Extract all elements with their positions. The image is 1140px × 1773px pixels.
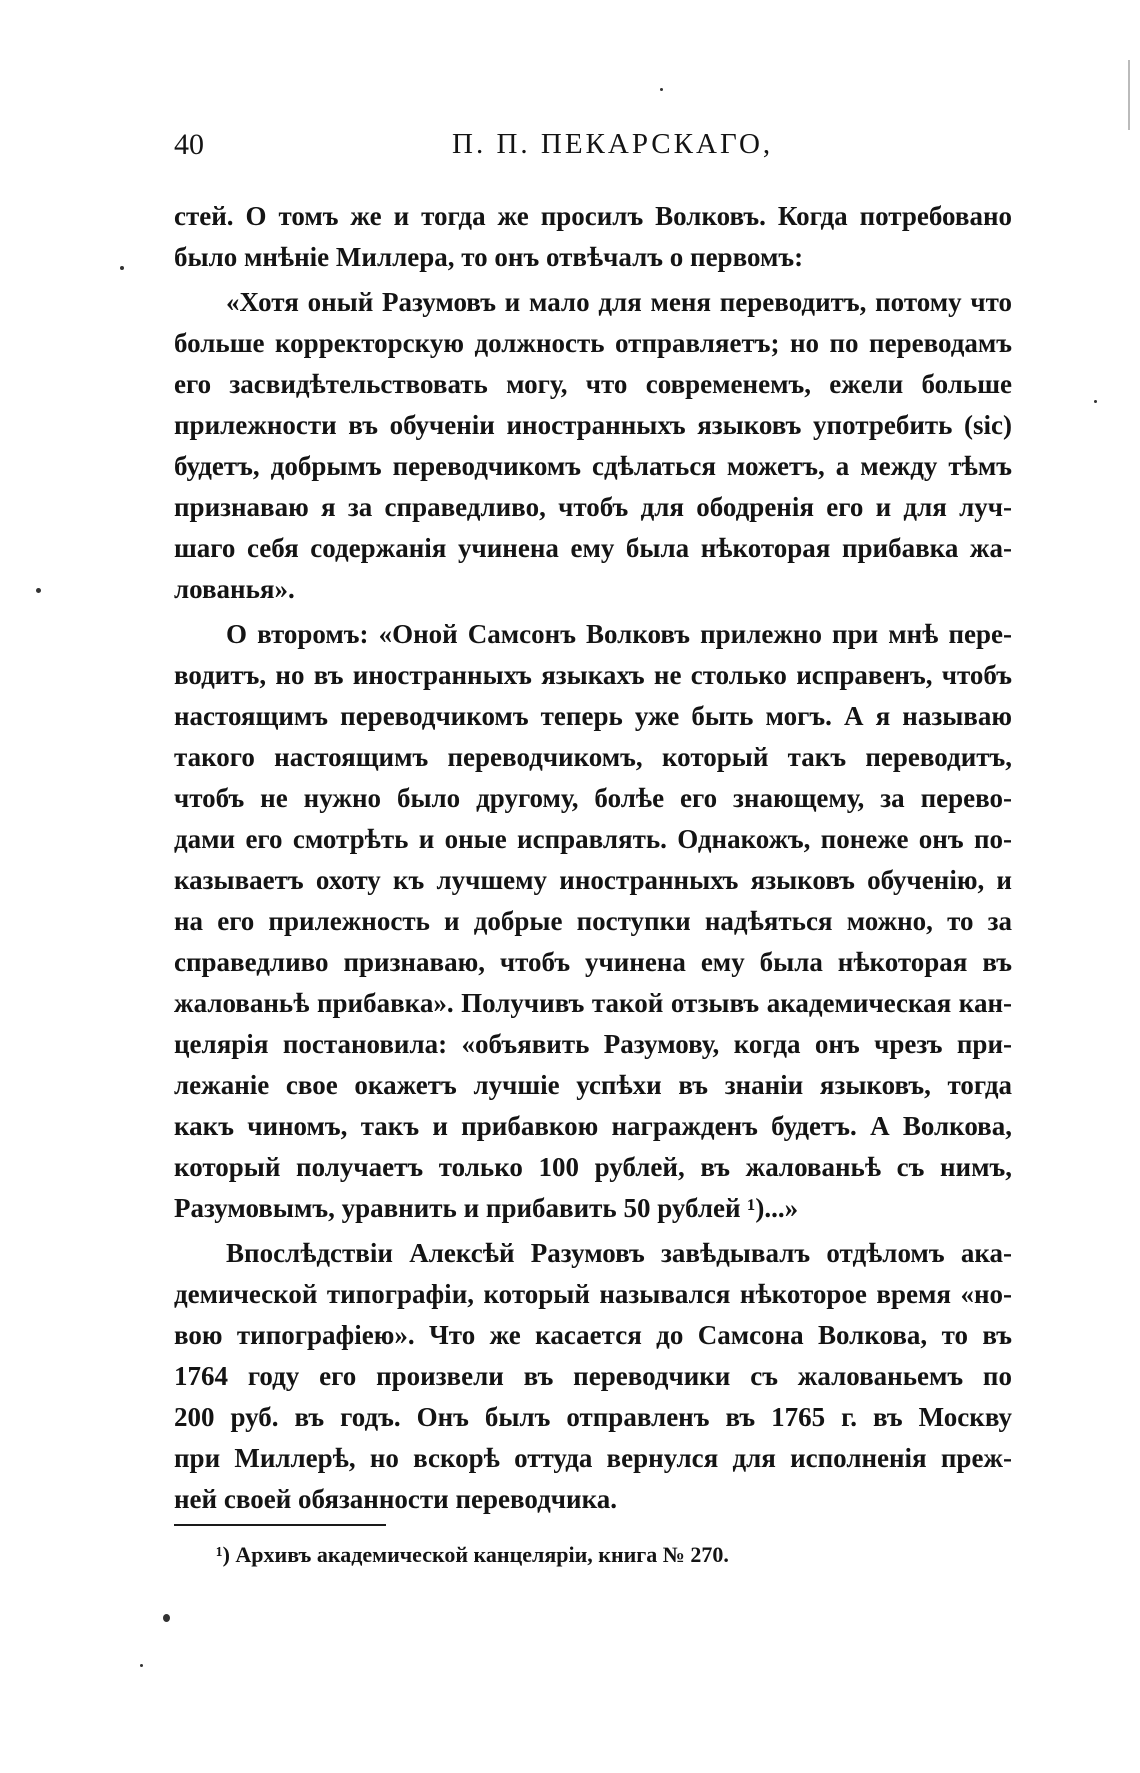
- text-line: ней своей обязанности переводчика.: [174, 1484, 617, 1514]
- text-line: на его прилежность и добрые поступки надѣяться можно, то за: [174, 906, 1012, 936]
- text-line: Разумовымъ, уравнить и прибавить 50 рублей ¹)...»: [174, 1193, 799, 1223]
- scan-speck: [140, 1664, 143, 1667]
- text-line: целярія постановила: «объявить Разумову, когда онъ чрезъ при-: [174, 1029, 1012, 1059]
- scan-speck: [120, 266, 124, 270]
- body-text: [174, 196, 1012, 1520]
- text-line: стей. О томъ же и тогда же просилъ Волковъ. Когда потребовано: [174, 201, 1012, 231]
- text-line: его засвидѣтельствовать могу, что современемъ, ежели больше: [174, 369, 1012, 399]
- text-line: 1764 году его произвели въ переводчики съ жалованьемъ по: [174, 1361, 1012, 1391]
- footnote-rule: [174, 1524, 386, 1526]
- text-line: признаваю я за справедливо, чтобъ для ободренія его и для луч-: [174, 492, 1012, 522]
- text-line: О второмъ: «Оной Самсонъ Волковъ прилежно при мнѣ пере-: [226, 619, 1012, 649]
- text-line: который получаетъ только 100 рублей, въ жалованьѣ съ нимъ,: [174, 1152, 1012, 1182]
- text-line: дами его смотрѣть и оные исправлять. Однакожъ, понеже онъ по-: [174, 824, 1012, 854]
- text-line: «Хотя оный Разумовъ и мало для меня переводитъ, потому что: [226, 287, 1012, 317]
- text-line: водитъ, но въ иностранныхъ языкахъ не столько исправенъ, чтобъ: [174, 660, 1012, 690]
- text-line: какъ чиномъ, такъ и прибавкою награжденъ будетъ. А Волкова,: [174, 1111, 1012, 1141]
- text-line: казываетъ охоту къ лучшему иностранныхъ языковъ обученію, и: [174, 865, 1012, 895]
- scan-speck: [660, 88, 663, 91]
- text-line: лежаніе свое окажетъ лучшіе успѣхи въ знаніи языковъ, тогда: [174, 1070, 1012, 1100]
- text-line: справедливо признаваю, чтобъ учинена ему была нѣкоторая въ: [174, 947, 1012, 977]
- text-line: вою типографіею». Что же касается до Самсона Волкова, то въ: [174, 1320, 1012, 1350]
- scan-speck: [36, 588, 41, 593]
- text-line: Впослѣдствіи Алексѣй Разумовъ завѣдывалъ отдѣломъ ака-: [226, 1238, 1012, 1268]
- scan-speck: [163, 1614, 170, 1622]
- text-line: было мнѣніе Миллера, то онъ отвѣчалъ о первомъ:: [174, 242, 804, 272]
- text-line: чтобъ не нужно было другому, болѣе его знающему, за перево-: [174, 783, 1012, 813]
- text-line: будетъ, добрымъ переводчикомъ сдѣлаться можетъ, а между тѣмъ: [174, 451, 1012, 481]
- text-line: настоящимъ переводчикомъ теперь уже быть могъ. А я называю: [174, 701, 1012, 731]
- footnote: ¹) Архивъ академической канцеляріи, книга № 270.: [216, 1542, 729, 1567]
- running-title: П. П. ПЕКАРСКАГО,: [452, 128, 774, 160]
- text-line: при Миллерѣ, но вскорѣ оттуда вернулся для исполненія преж-: [174, 1443, 1012, 1473]
- page-number: 40: [174, 128, 204, 161]
- text-line: 200 руб. въ годъ. Онъ былъ отправленъ въ 1765 г. въ Москву: [174, 1402, 1012, 1432]
- text-line: демической типографіи, который назывался нѣкоторое время «но-: [174, 1279, 1012, 1309]
- page-header: [174, 128, 1012, 178]
- text-line: шаго себя содержанія учинена ему была нѣкоторая прибавка жа-: [174, 533, 1012, 563]
- text-line: больше корректорскую должность отправляетъ; но по переводамъ: [174, 328, 1012, 358]
- text-line: такого настоящимъ переводчикомъ, который такъ переводитъ,: [174, 742, 1012, 772]
- text-line: лованья».: [174, 574, 295, 604]
- text-line: жалованьѣ прибавка». Получивъ такой отзывъ академическая кан-: [174, 988, 1012, 1018]
- scan-edge-line: [1128, 60, 1130, 130]
- text-line: прилежности въ обученіи иностранныхъ языковъ употребить (sic): [174, 410, 1012, 440]
- scan-speck: [1094, 400, 1097, 403]
